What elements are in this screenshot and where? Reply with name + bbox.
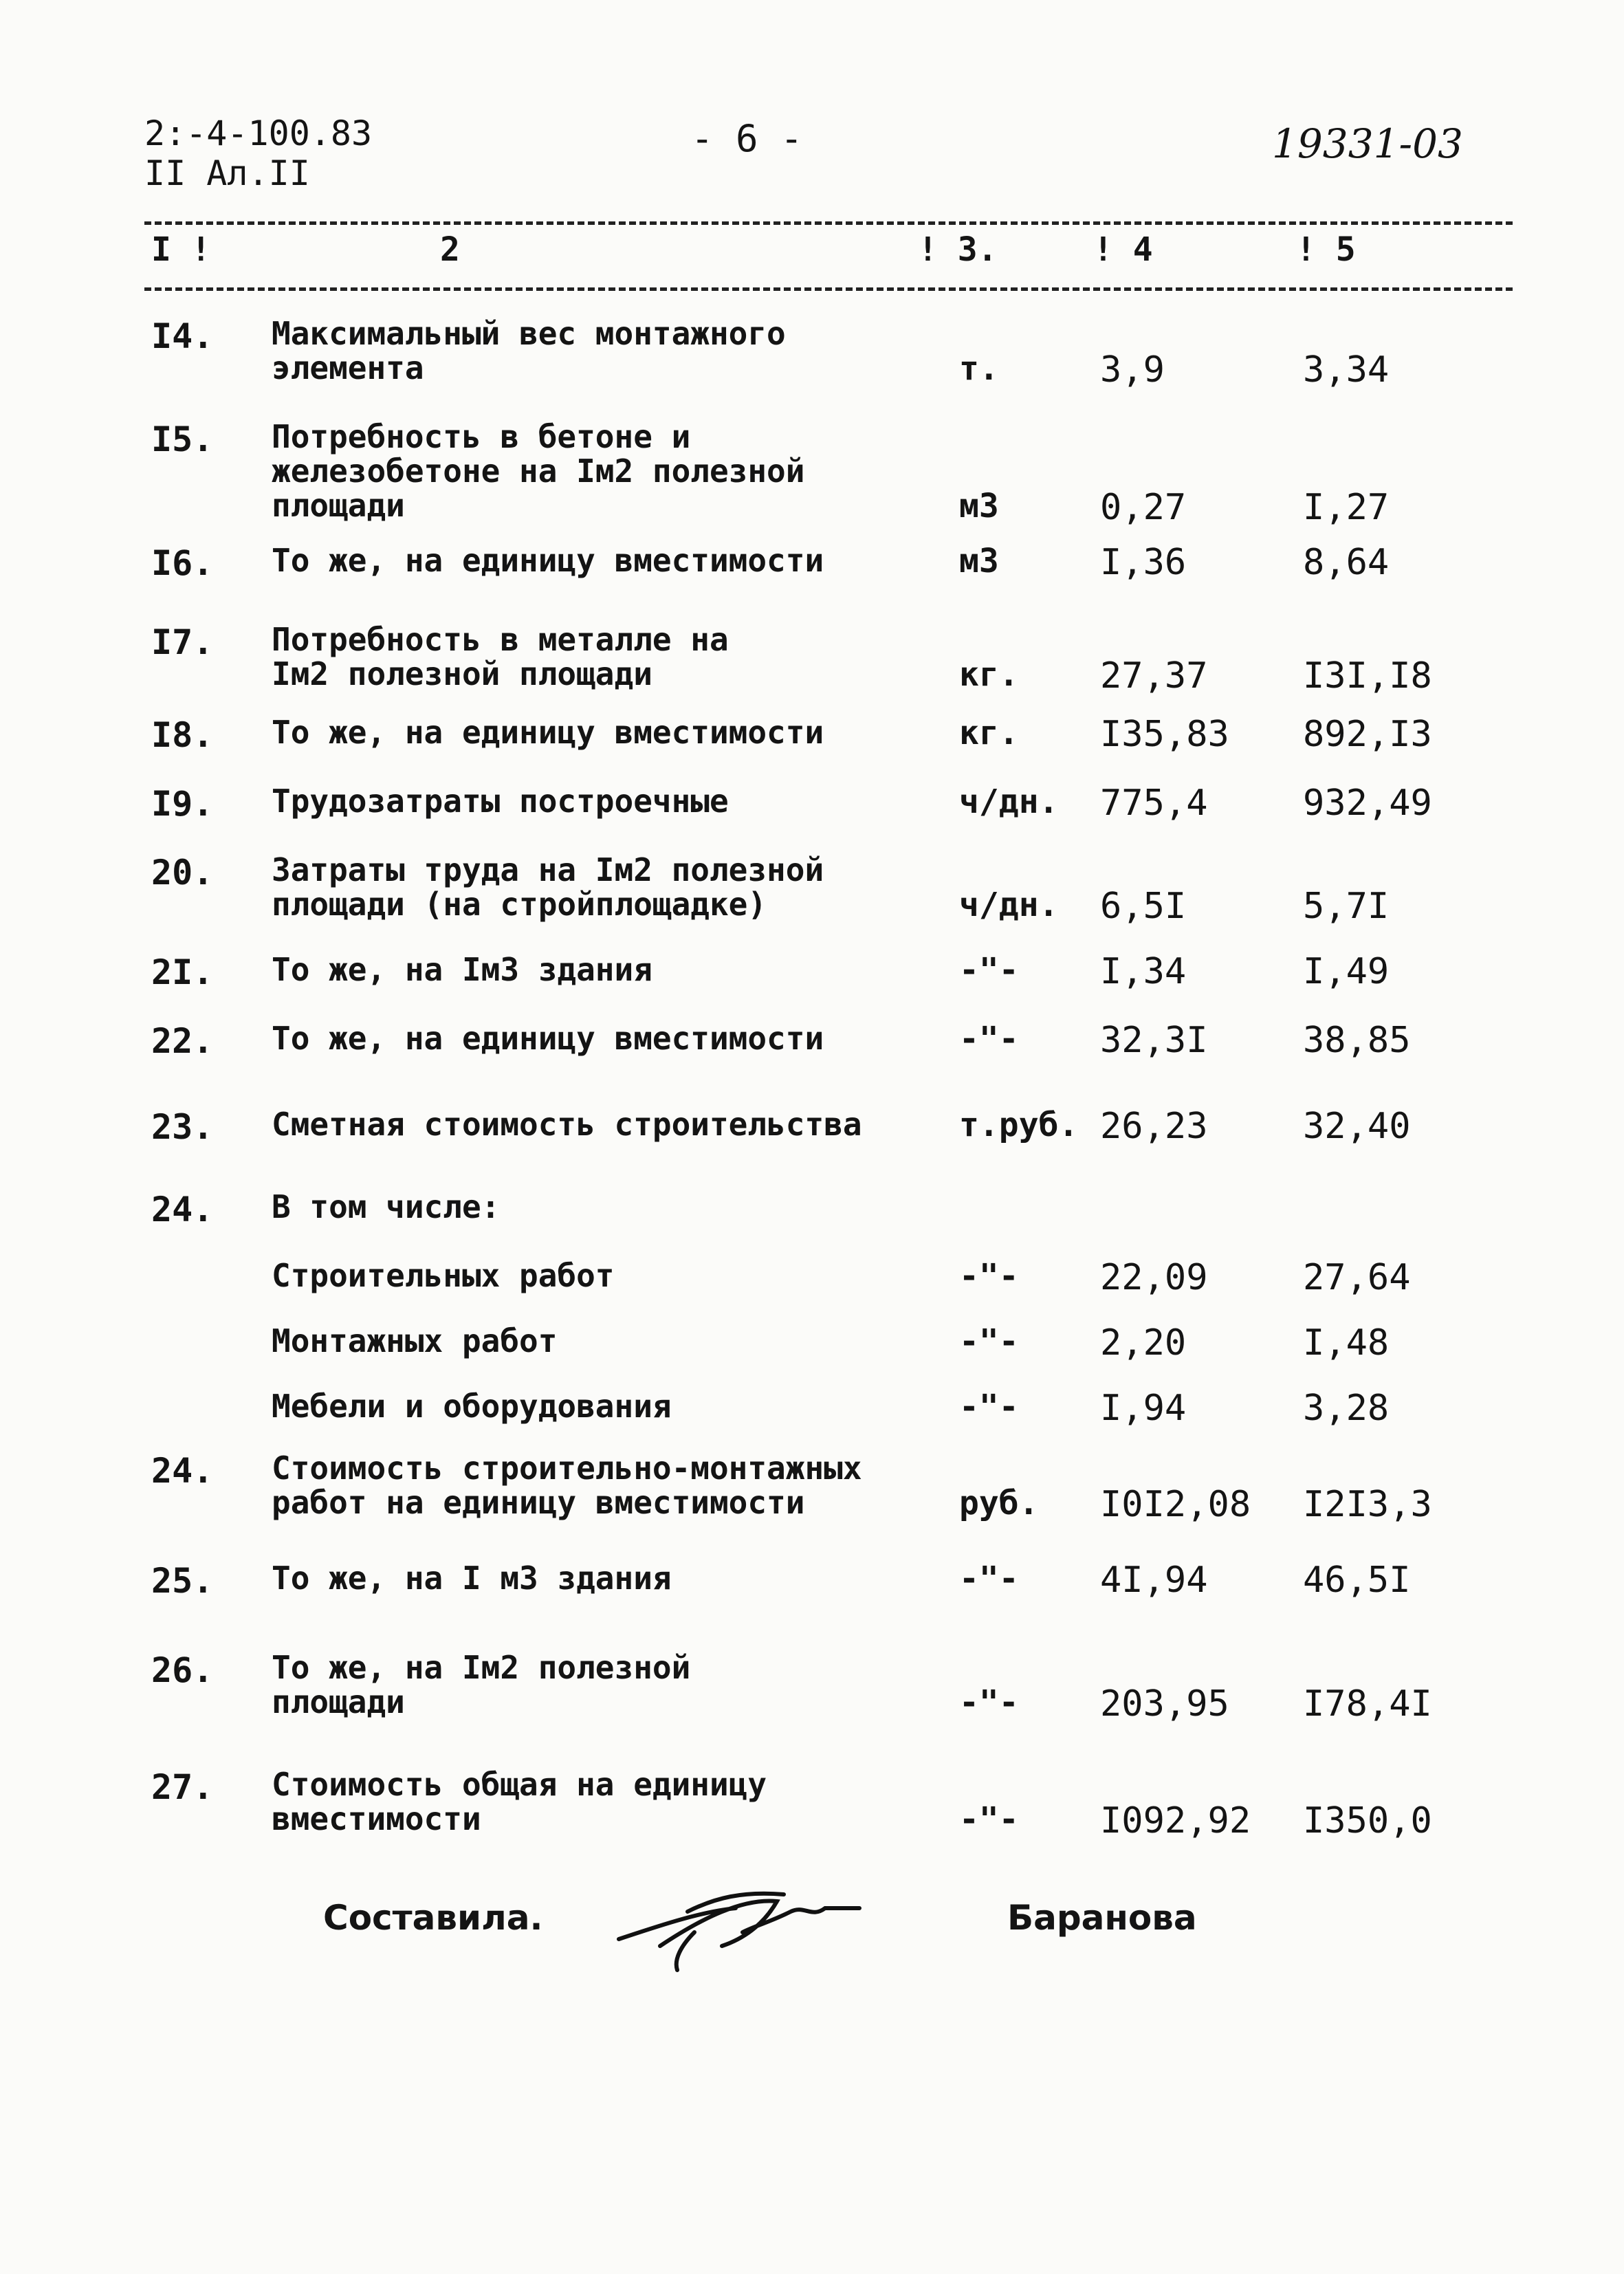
row-number: 25.	[151, 1561, 214, 1601]
row-value-col5: I3I,I8	[1303, 655, 1432, 697]
page-number: - 6 -	[691, 117, 803, 160]
column-header-3: ! 3.	[918, 230, 998, 269]
row-value-col5: 32,40	[1303, 1106, 1411, 1147]
row-description-line: То же, на единицу вместимости	[272, 542, 824, 579]
row-description	[272, 622, 932, 691]
row-description	[272, 419, 932, 523]
row-value-col4: I,36	[1100, 542, 1187, 583]
compiler-name: Баранова	[1007, 1898, 1197, 1938]
row-description	[272, 1389, 932, 1423]
row-value-col4: 22,09	[1100, 1257, 1208, 1298]
row-description-line: работ на единицу вместимости	[272, 1484, 805, 1521]
row-number: I8.	[151, 715, 214, 755]
row-value-col4: 6,5I	[1100, 886, 1187, 927]
row-unit: кг.	[959, 714, 1019, 752]
row-number: I6.	[151, 543, 214, 583]
row-value-col5: 38,85	[1303, 1020, 1411, 1061]
row-value-col5: I2I3,3	[1303, 1484, 1432, 1525]
row-description	[272, 543, 932, 578]
row-value-col5: 46,5I	[1303, 1560, 1411, 1601]
row-value-col5: I350,0	[1303, 1800, 1432, 1841]
row-unit: ч/дн.	[959, 783, 1059, 821]
row-unit: т.	[959, 349, 999, 388]
row-number: 22.	[151, 1021, 214, 1061]
row-description	[272, 1561, 932, 1595]
row-description	[272, 1021, 932, 1056]
row-description	[272, 1650, 932, 1719]
row-description-line: вместимости	[272, 1800, 481, 1837]
column-header-2: 2	[440, 230, 460, 269]
row-value-col4: 4I,94	[1100, 1560, 1208, 1601]
row-value-col5: I,48	[1303, 1322, 1390, 1364]
row-description-line: Мебели и оборудования	[272, 1388, 672, 1425]
row-value-col5: I,27	[1303, 487, 1390, 528]
row-number: 24.	[151, 1451, 214, 1491]
row-number: I9.	[151, 784, 214, 824]
row-unit: -"-	[959, 1800, 1019, 1839]
row-value-col5: 5,7I	[1303, 886, 1390, 927]
row-description	[272, 1190, 932, 1224]
row-description	[272, 784, 932, 818]
row-description-line: То же, на единицу вместимости	[272, 714, 824, 751]
row-description-line: площади (на стройплощадке)	[272, 886, 767, 923]
row-description-line: То же, на Iм2 полезной	[272, 1649, 691, 1686]
compiled-by-label: Составила.	[323, 1898, 543, 1938]
document-code-line-1: 2:-4-100.83	[144, 113, 373, 153]
row-description-line: Трудозатраты построечные	[272, 783, 729, 820]
row-value-col5: I78,4I	[1303, 1683, 1432, 1725]
row-description-line: Iм2 полезной площади	[272, 655, 652, 692]
row-value-col4: I092,92	[1100, 1800, 1251, 1841]
row-number: 20.	[151, 853, 214, 893]
row-value-col5: 8,64	[1303, 542, 1390, 583]
row-unit: -"-	[959, 1683, 1019, 1722]
row-description-line: То же, на единицу вместимости	[272, 1020, 824, 1057]
row-value-col5: 892,I3	[1303, 714, 1432, 755]
row-description-line: Стоимость общая на единицу	[272, 1766, 767, 1803]
table-top-rule	[144, 221, 1513, 225]
row-description-line: площади	[272, 1683, 405, 1720]
row-description	[272, 1107, 932, 1141]
row-unit: -"-	[959, 1388, 1019, 1426]
row-value-col4: 2,20	[1100, 1322, 1187, 1364]
column-header-4: ! 4	[1093, 230, 1153, 269]
row-value-col4: I35,83	[1100, 714, 1229, 755]
row-description	[272, 1767, 932, 1836]
row-unit: м3	[959, 542, 999, 580]
row-unit: кг.	[959, 655, 1019, 694]
row-description-line: В том числе:	[272, 1188, 501, 1225]
row-value-col4: 27,37	[1100, 655, 1208, 697]
row-description-line: Потребность в металле на	[272, 621, 729, 658]
row-number: 27.	[151, 1767, 214, 1807]
row-number: I5.	[151, 419, 214, 459]
row-description-line: железобетоне на Iм2 полезной	[272, 452, 805, 490]
row-unit: т.руб.	[959, 1106, 1079, 1144]
handwritten-doc-ref: 19331-03	[1272, 120, 1463, 167]
row-value-col5: 27,64	[1303, 1257, 1411, 1298]
table-header-rule	[144, 287, 1513, 291]
row-description-line: элемента	[272, 349, 424, 386]
row-value-col4: 203,95	[1100, 1683, 1229, 1725]
row-value-col5: 3,34	[1303, 349, 1390, 391]
row-description-line: Сметная стоимость строительства	[272, 1106, 862, 1143]
row-value-col4: 26,23	[1100, 1106, 1208, 1147]
row-unit: -"-	[959, 951, 1019, 990]
row-value-col4: I0I2,08	[1100, 1484, 1251, 1525]
row-description	[272, 853, 932, 921]
row-unit: -"-	[959, 1322, 1019, 1361]
signature-mark	[605, 1870, 866, 1974]
row-description	[272, 1451, 932, 1520]
document-code-line-2: II Ал.II	[144, 153, 310, 193]
row-description-line: площади	[272, 487, 405, 524]
row-unit: -"-	[959, 1560, 1019, 1598]
row-description-line: То же, на Iм3 здания	[272, 951, 652, 988]
row-description	[272, 316, 932, 385]
row-value-col4: 32,3I	[1100, 1020, 1208, 1061]
row-description-line: То же, на I м3 здания	[272, 1560, 672, 1597]
row-description-line: Максимальный вес монтажного	[272, 315, 786, 352]
row-description	[272, 1324, 932, 1358]
row-unit: -"-	[959, 1020, 1019, 1058]
row-value-col4: 0,27	[1100, 487, 1187, 528]
row-value-col4: I,94	[1100, 1388, 1187, 1429]
row-unit: -"-	[959, 1257, 1019, 1295]
document-code	[144, 113, 372, 193]
row-unit: ч/дн.	[959, 886, 1059, 924]
row-number: I4.	[151, 316, 214, 356]
row-description-line: Потребность в бетоне и	[272, 418, 691, 455]
column-header-5: ! 5	[1296, 230, 1356, 269]
row-number: 2I.	[151, 952, 214, 992]
row-description-line: Стоимость строительно-монтажных	[272, 1450, 862, 1487]
row-value-col4: I,34	[1100, 951, 1187, 992]
row-number: 26.	[151, 1650, 214, 1690]
row-value-col5: I,49	[1303, 951, 1390, 992]
row-description-line: Строительных работ	[272, 1257, 615, 1294]
row-description	[272, 952, 932, 987]
row-description-line: Монтажных работ	[272, 1322, 558, 1359]
row-unit: руб.	[959, 1484, 1039, 1522]
row-value-col4: 775,4	[1100, 783, 1208, 824]
row-number: I7.	[151, 622, 214, 662]
row-unit: м3	[959, 487, 999, 525]
row-value-col4: 3,9	[1100, 349, 1165, 391]
row-value-col5: 932,49	[1303, 783, 1432, 824]
row-number: 24.	[151, 1190, 214, 1229]
column-header-1: I !	[151, 230, 211, 269]
row-description	[272, 715, 932, 750]
row-description	[272, 1258, 932, 1293]
row-value-col5: 3,28	[1303, 1388, 1390, 1429]
row-number: 23.	[151, 1107, 214, 1147]
row-description-line: Затраты труда на Iм2 полезной	[272, 851, 824, 888]
